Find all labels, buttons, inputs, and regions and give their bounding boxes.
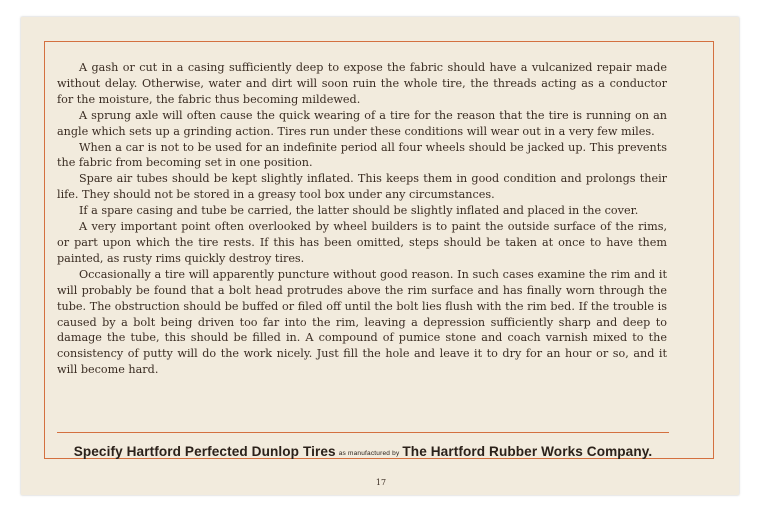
paragraph-4: Spare air tubes should be kept slightly inflated. This keeps them in good condition and prolongs their life. They should not be stored in a greasy tool box under any circumstances.	[57, 172, 667, 202]
paragraph-7: Occasionally a tire will apparently puncture without good reason. In such cases examine the rim and it will probably be found that a bolt head protrudes above the rim surface and has finally worn through the tube. The obstruction should be buffed or filed off until the bolt lies flush with the rim bed. If the trouble is caused by a bolt being driven too far into the rim, leaving a depression sufficiently sharp and deep to damage the tube, this should be filled in. A compound of pumice stone and coach varnish mixed to the consistency of putty will do the work nicely. Just fill the hole and leave it to dry for an hour or so, and it will become hard.	[57, 267, 667, 377]
paragraph-2: A sprung axle will often cause the quick wearing of a tire for the reason that the tire is running on an angle which sets up a grinding action. Tires run under these conditions will wear out in a very few miles.	[57, 108, 667, 138]
paragraph-3: When a car is not to be used for an indefinite period all four wheels should be jacked up. This prevents the fabric from becoming set in one position.	[57, 140, 667, 170]
footer-slogan-part1: Specify Hartford Perfected Dunlop Tires	[73, 444, 336, 459]
footer-slogan-part3: The Hartford Rubber Works Company.	[402, 444, 653, 459]
page-number: 17	[375, 478, 387, 487]
body-text	[57, 60, 667, 378]
footer-slogan	[57, 443, 669, 461]
paragraph-1: A gash or cut in a casing sufficiently deep to expose the fabric should have a vulcanized repair made without delay. Otherwise, water and dirt will soon ruin the whole tire, the threads acting as a conductor for the moisture, the fabric thus becoming mildewed.	[57, 61, 667, 106]
paragraph-6: A very important point often overlooked by wheel builders is to paint the outside surface of the rims, or part upon which the tire rests. If this has been omitted, steps should be taken at once to have them painted, as rusty rims quickly destroy tires.	[57, 220, 667, 265]
paragraph-5: If a spare casing and tube be carried, the latter should be slightly inflated and placed in the cover.	[79, 204, 639, 218]
footer-slogan-part2: as manufactured by	[338, 450, 400, 457]
footer-divider	[57, 432, 669, 433]
